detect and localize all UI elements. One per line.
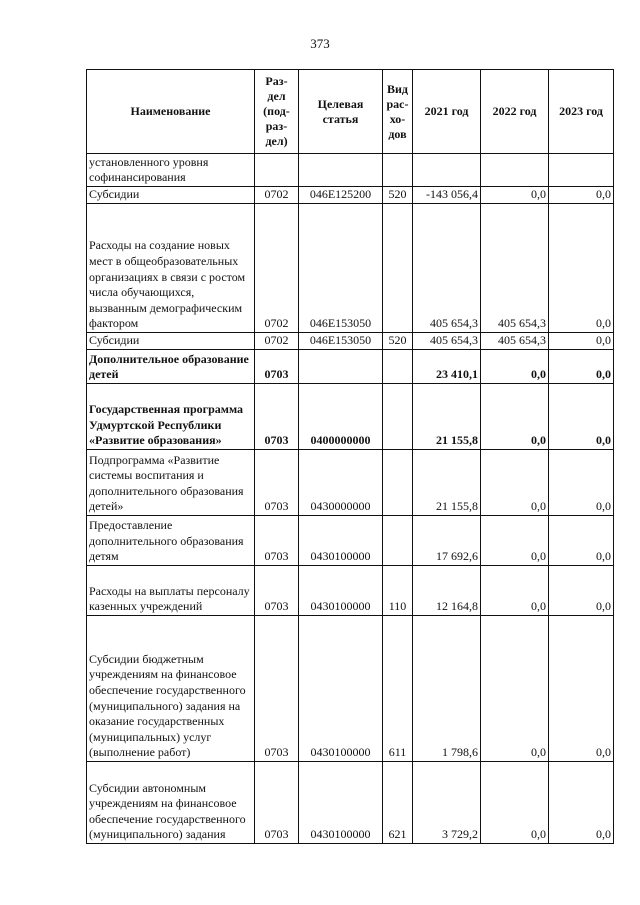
row-2022-cell: 405 654,3 bbox=[481, 204, 549, 333]
row-2023-cell bbox=[549, 154, 614, 187]
header-target: Целевая статья bbox=[299, 70, 383, 154]
row-2021-cell: 23 410,1 bbox=[413, 350, 481, 384]
row-target-cell: 0400000000 bbox=[299, 384, 383, 450]
row-section-cell: 0702 bbox=[255, 204, 299, 333]
row-2021-cell: 3 729,2 bbox=[413, 762, 481, 844]
row-2021-cell: 1 798,6 bbox=[413, 616, 481, 762]
row-target-cell: 046E153050 bbox=[299, 333, 383, 350]
row-2023-cell: 0,0 bbox=[549, 516, 614, 566]
row-2023-cell: 0,0 bbox=[549, 450, 614, 516]
row-2021-cell: 17 692,6 bbox=[413, 516, 481, 566]
row-expense-type-cell bbox=[383, 350, 413, 384]
table-row bbox=[87, 187, 614, 204]
header-expense-type: Вид рас- хо- дов bbox=[383, 70, 413, 154]
row-expense-type-cell: 520 bbox=[383, 187, 413, 204]
row-2023-cell: 0,0 bbox=[549, 204, 614, 333]
table-row bbox=[87, 204, 614, 333]
row-name-cell: Расходы на создание новых мест в общеобразовательных организациях в связи с ростом числа обучающихся, вызванным демографическим фактором bbox=[87, 204, 255, 333]
row-target-cell: 0430100000 bbox=[299, 762, 383, 844]
row-2023-cell: 0,0 bbox=[549, 350, 614, 384]
row-name-cell: Субсидии bbox=[87, 333, 255, 350]
budget-table bbox=[86, 69, 614, 844]
row-2022-cell: 0,0 bbox=[481, 566, 549, 616]
row-2022-cell: 0,0 bbox=[481, 616, 549, 762]
row-expense-type-cell bbox=[383, 516, 413, 566]
row-2021-cell: -143 056,4 bbox=[413, 187, 481, 204]
row-2022-cell: 0,0 bbox=[481, 350, 549, 384]
row-target-cell: 046E153050 bbox=[299, 204, 383, 333]
row-name-cell: Предоставление дополнительного образования детям bbox=[87, 516, 255, 566]
row-name-cell: установленного уровня софинансирования bbox=[87, 154, 255, 187]
table-row bbox=[87, 350, 614, 384]
row-2021-cell: 21 155,8 bbox=[413, 384, 481, 450]
table-row bbox=[87, 566, 614, 616]
row-2021-cell: 12 164,8 bbox=[413, 566, 481, 616]
row-2023-cell: 0,0 bbox=[549, 616, 614, 762]
row-name-cell: Дополнительное образование детей bbox=[87, 350, 255, 384]
row-2022-cell: 0,0 bbox=[481, 516, 549, 566]
row-target-cell: 046E125200 bbox=[299, 187, 383, 204]
row-expense-type-cell: 110 bbox=[383, 566, 413, 616]
row-2023-cell: 0,0 bbox=[549, 762, 614, 844]
header-2021: 2021 год bbox=[413, 70, 481, 154]
row-2021-cell: 21 155,8 bbox=[413, 450, 481, 516]
row-target-cell: 0430100000 bbox=[299, 516, 383, 566]
row-2022-cell: 0,0 bbox=[481, 384, 549, 450]
row-target-cell: 0430100000 bbox=[299, 566, 383, 616]
row-target-cell bbox=[299, 154, 383, 187]
table-row bbox=[87, 333, 614, 350]
header-2022: 2022 год bbox=[481, 70, 549, 154]
row-expense-type-cell: 520 bbox=[383, 333, 413, 350]
row-name-cell: Субсидии автономным учреждениям на финансовое обеспечение государственного (муниципального) задания bbox=[87, 762, 255, 844]
row-2021-cell: 405 654,3 bbox=[413, 333, 481, 350]
row-2022-cell: 0,0 bbox=[481, 762, 549, 844]
table-row bbox=[87, 384, 614, 450]
row-section-cell: 0703 bbox=[255, 762, 299, 844]
table-body bbox=[87, 154, 614, 844]
page-number: 373 bbox=[310, 36, 330, 51]
table-row bbox=[87, 450, 614, 516]
row-section-cell: 0702 bbox=[255, 333, 299, 350]
row-name-cell: Субсидии bbox=[87, 187, 255, 204]
row-name-cell: Расходы на выплаты персоналу казенных учреждений bbox=[87, 566, 255, 616]
table-row bbox=[87, 516, 614, 566]
row-2023-cell: 0,0 bbox=[549, 566, 614, 616]
row-target-cell bbox=[299, 350, 383, 384]
row-expense-type-cell bbox=[383, 154, 413, 187]
row-section-cell bbox=[255, 154, 299, 187]
row-expense-type-cell: 621 bbox=[383, 762, 413, 844]
row-expense-type-cell: 611 bbox=[383, 616, 413, 762]
row-section-cell: 0703 bbox=[255, 384, 299, 450]
table-row bbox=[87, 762, 614, 844]
row-2022-cell bbox=[481, 154, 549, 187]
row-2023-cell: 0,0 bbox=[549, 384, 614, 450]
row-2022-cell: 0,0 bbox=[481, 187, 549, 204]
row-section-cell: 0703 bbox=[255, 566, 299, 616]
row-name-cell: Подпрограмма «Развитие системы воспитания и дополнительного образования детей» bbox=[87, 450, 255, 516]
header-row bbox=[87, 70, 614, 154]
table-row bbox=[87, 616, 614, 762]
row-target-cell: 0430000000 bbox=[299, 450, 383, 516]
table-row bbox=[87, 154, 614, 187]
row-name-cell: Субсидии бюджетным учреждениям на финансовое обеспечение государственного (муниципального) задания на оказание государственных (муниципальных) услуг (выполнение работ) bbox=[87, 616, 255, 762]
row-section-cell: 0703 bbox=[255, 516, 299, 566]
row-2023-cell: 0,0 bbox=[549, 333, 614, 350]
row-name-cell: Государственная программа Удмуртской Республики «Развитие образования» bbox=[87, 384, 255, 450]
row-expense-type-cell bbox=[383, 450, 413, 516]
row-section-cell: 0703 bbox=[255, 450, 299, 516]
header-name: Наименование bbox=[87, 70, 255, 154]
row-expense-type-cell bbox=[383, 204, 413, 333]
row-2021-cell: 405 654,3 bbox=[413, 204, 481, 333]
row-section-cell: 0702 bbox=[255, 187, 299, 204]
row-2022-cell: 405 654,3 bbox=[481, 333, 549, 350]
row-target-cell: 0430100000 bbox=[299, 616, 383, 762]
header-section: Раз- дел (под- раз- дел) bbox=[255, 70, 299, 154]
header-2023: 2023 год bbox=[549, 70, 614, 154]
row-2023-cell: 0,0 bbox=[549, 187, 614, 204]
row-section-cell: 0703 bbox=[255, 616, 299, 762]
row-2021-cell bbox=[413, 154, 481, 187]
row-expense-type-cell bbox=[383, 384, 413, 450]
row-section-cell: 0703 bbox=[255, 350, 299, 384]
row-2022-cell: 0,0 bbox=[481, 450, 549, 516]
